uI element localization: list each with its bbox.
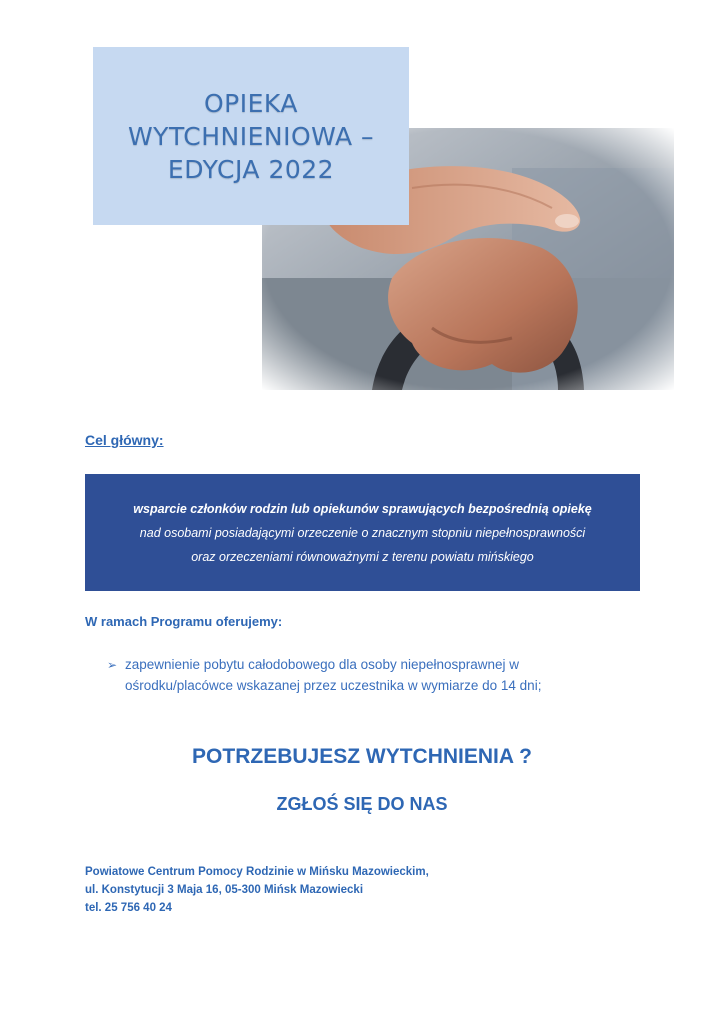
offer-item (107, 654, 627, 696)
goal-line-3: oraz orzeczeniami równoważnymi z terenu powiatu mińskiego (191, 549, 534, 564)
headline: POTRZEBUJESZ WYTCHNIENIA ? (192, 745, 532, 768)
arrow-bullet-icon: ➢ (107, 658, 118, 672)
goal-label: Cel główny: (85, 432, 164, 448)
offer-label: W ramach Programu oferujemy: (85, 614, 283, 629)
title-line-1: OPIEKA (204, 88, 298, 118)
goal-line-1: wsparcie członków rodzin lub opiekunów sprawujących bezpośrednią opiekę (133, 501, 592, 516)
contact-info (85, 863, 429, 917)
subheadline: ZGŁOŚ SIĘ DO NAS (276, 794, 448, 814)
goal-line-2: nad osobami posiadającymi orzeczenie o znacznym stopniu niepełnosprawności (139, 525, 586, 540)
title-box (93, 47, 409, 225)
contact-line-3: tel. 25 756 40 24 (85, 902, 172, 914)
title-line-3: EDYCJA 2022 (167, 154, 335, 184)
title-line-2: WYTCHNIENIOWA – (127, 121, 375, 151)
contact-line-1: Powiatowe Centrum Pomocy Rodzinie w Mińsku Mazowieckim, (85, 866, 429, 878)
offer-item-line-1: zapewnienie pobytu całodobowego dla osoby niepełnosprawnej w (125, 657, 520, 672)
goal-box (85, 473, 640, 591)
contact-line-2: ul. Konstytucji 3 Maja 16, 05-300 Mińsk Mazowiecki (85, 884, 364, 896)
offer-item-text (125, 654, 627, 696)
offer-item-line-2: ośrodku/placówce wskazanej przez uczestnika w wymiarze do 14 dni; (125, 678, 542, 693)
